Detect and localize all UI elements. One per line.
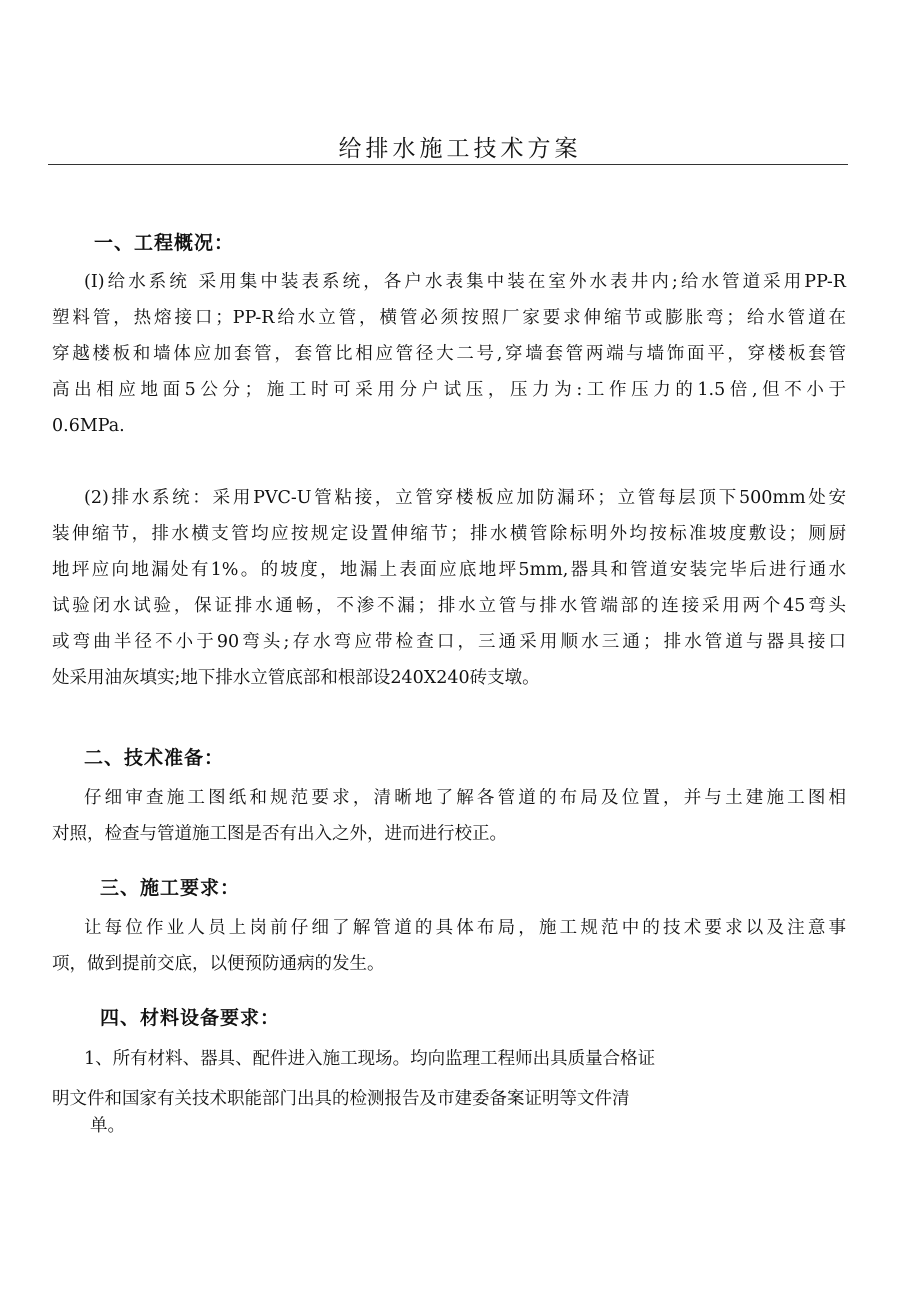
paragraph-drainage [52, 480, 846, 696]
text-line: 穿越楼板和墙体应加套管，套管比相应管径大二号,穿墙套管两端与墙饰面平，穿楼板套管 [52, 344, 846, 364]
text-line: 装伸缩节，排水横支管均应按规定设置伸缩节；排水横管除标明外均按标准坡度敷设；厕厨 [52, 524, 846, 544]
text-line: 塑料管，热熔接口；PP-R给水立管，横管必须按照厂家要求伸缩节或膨胀弯；给水管道在 [52, 308, 846, 328]
paragraph-construction-req [52, 910, 846, 982]
paragraph-materials [52, 1040, 846, 1118]
title-underline [48, 164, 848, 165]
text-line: 0.6MPa. [52, 416, 125, 436]
paragraph-materials-end [90, 1108, 290, 1144]
text-line: 或弯曲半径不小于90弯头;存水弯应带检查口，三通采用顺水三通；排水管道与器具接口 [52, 632, 846, 652]
text-line: 1、所有材料、器具、配件进入施工现场。均向监理工程师出具质量合格证 [84, 1049, 656, 1069]
section-heading-materials: 四、材料设备要求： [100, 1007, 281, 1029]
text-line: 对照，检查与管道施工图是否有出入之外，进而进行校正。 [52, 824, 507, 844]
paragraph-water-supply [52, 264, 846, 444]
section-heading-tech-prep: 二、技术准备： [84, 747, 225, 769]
text-line: 项，做到提前交底，以便预防通病的发生。 [52, 954, 385, 974]
text-line: 单。 [90, 1116, 125, 1136]
text-line: 处采用油灰填实;地下排水立管底部和根部设240X240砖支墩。 [52, 668, 540, 688]
section-heading-construction-req: 三、施工要求： [100, 877, 241, 899]
text-line: (2)排水系统：采用PVC-U管粘接，立管穿楼板应加防漏环；立管每层顶下500mm处安 [84, 488, 846, 508]
text-line: 让每位作业人员上岗前仔细了解管道的具体布局，施工规范中的技术要求以及注意事 [84, 918, 846, 938]
text-line: 明文件和国家有关技术职能部门出具的检测报告及市建委备案证明等文件清 [52, 1089, 630, 1109]
text-line: 高出相应地面5公分；施工时可采用分户试压，压力为:工作压力的1.5倍,但不小于 [52, 380, 846, 400]
section-heading-overview: 一、工程概况： [94, 232, 235, 254]
text-line: 仔细审查施工图纸和规范要求，清晰地了解各管道的布局及位置，并与土建施工图相 [84, 788, 846, 808]
text-line: 试验闭水试验，保证排水通畅，不渗不漏；排水立管与排水管端部的连接采用两个45弯头 [52, 596, 846, 616]
document-title: 给排水施工技术方案 [338, 136, 582, 162]
text-line: 地坪应向地漏处有1%。的坡度，地漏上表面应底地坪5mm,器具和管道安装完毕后进行通水 [52, 560, 846, 580]
text-line: (I)给水系统 采用集中装表系统，各户水表集中装在室外水表井内;给水管道采用PP-R [84, 272, 846, 292]
paragraph-tech-prep [52, 780, 846, 852]
